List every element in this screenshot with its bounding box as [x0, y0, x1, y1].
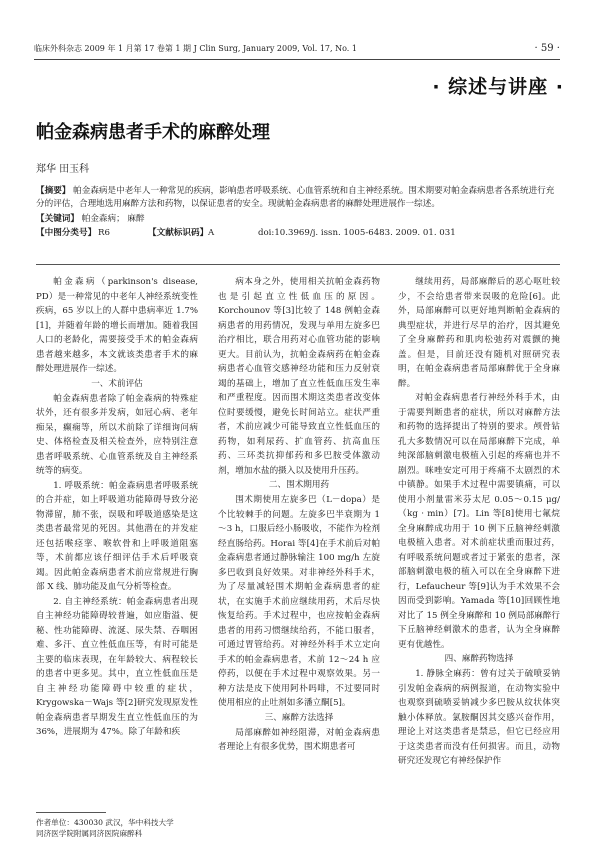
doc-code-tag: 【文献标识码】	[148, 228, 209, 238]
doc-code: A	[208, 228, 215, 238]
body-paragraph: 帕金森病（parkinson's disease, PD）是一种常见的中老年人神经系统变性疾病，65 岁以上的人群中患病率近 1.7%[1]，并随着年龄的增长而增加。随着我国人口的老龄化，需要接受手术的帕金森病患者越来越多，本文就该类患者手术的麻醉处理进展作一综述。	[36, 277, 198, 374]
body-paragraph: 1. 静脉全麻药：曾有过关于硫喷妥钠引发帕金森病的病例报道，在动物实验中也观察到硫喷妥钠减少多巴胺从纹状体突触小体释放。氯胺酮因其交感兴奋作用，理论上对这类患者是禁忌，但它已经应用于这类患者而没有任何损害。而且，动物研究还发现它有神经保护作	[398, 669, 560, 766]
body-column-3	[398, 275, 560, 769]
article-title: 帕金森病患者手术的麻醉处理	[36, 122, 270, 143]
section-heading: 三、麻醉方法选择	[264, 712, 334, 723]
keywords-text: 帕金森病； 麻醉	[81, 214, 145, 224]
abstract	[36, 185, 560, 211]
keywords	[36, 213, 560, 226]
doi: doi:10.3969/j. issn. 1005-6483. 2009. 01. 031	[258, 228, 456, 238]
section-heading: 二、围术期用药	[268, 480, 330, 490]
affiliation-line-2: 同济医学院附属同济医院麻醉科	[36, 829, 143, 838]
body-paragraph: 2. 自主神经系统：帕金森病患者出现自主神经功能障碍较普遍，如应脂溢、便秘、性功能障碍、流涎、尿失禁、吞咽困难、多汗、直立性低血压等，有时可能是主要的临床表现，在年龄较大、病程较长的患者中更多见。其中，直立性低血压是自主神经功能障碍中较重的症状，Krygowska－Wajs 等[2]研究发现原发性帕金森病患者早期发生直立性低血压的为 36%，进展期为 47%。除了年龄和疾	[36, 596, 198, 737]
classification-line	[36, 227, 560, 240]
running-header	[34, 42, 560, 56]
keywords-tag: 【关键词】	[36, 214, 79, 224]
header-divider	[34, 59, 560, 60]
abstract-divider	[36, 264, 560, 265]
body-paragraph: 围术期使用左旋多巴（L－dopa）是个比较棘手的问题。左旋多巴半衰期为 1～3 h，口服后经小肠吸收，不能作为栓剂经直肠给药。Horai 等[4]在手术前后对帕金森病患者通过静脉输注 100 mg/h 左旋多巴收到良好效果。对非神经外科手术，为了尽量减轻围术期帕金森病患者的症状，在实施手术前应继续用药，术后尽快恢复给药。手术过程中，也应按帕金森病患者的用药习惯继续给药，不能口服者，可通过胃管给药。对神经外科手术立定向手术的帕金森病患者，术前 12～24 h 应停药，以便在手术过程中观察效果。另一种方法是皮下使用阿朴吗啡，不过要同时使用相应的止吐剂如多潘立酮[5]。	[218, 495, 380, 708]
body-paragraph: 1. 呼吸系统：帕金森病患者呼吸系统的合并症，如上呼吸道功能障碍导致分泌物滞留，肺不张，误吸和呼吸道感染是这类患者最常见的死因。其他潜在的并发症还包括喉痉挛、喉软骨和上呼吸道阻塞等，术前都应该仔细评估手术后呼吸衰竭。因此帕金森病患者术前应常规进行胸部 X 线、肺功能及血气分析等检查。	[36, 480, 198, 592]
body-column-2	[218, 275, 380, 755]
body-paragraph: 病本身之外，使用相关抗帕金森药物也是引起直立性低血压的原因。Korchounov 等[3]比较了 148 例帕金森病患者的用药情况，发现与单用左旋多巴治疗相比，联合用药对心血管功能的影响更大。目前认为，抗帕金森病药在帕金森病患者心血管交感神经功能和压力反射衰竭的基础上，增加了直立性低血压发生率和严重程度。因而围术期这类患者改变体位时要缓慢，避免长时间站立。症状严重者，术前应减少可能导致直立性低血压的药物，如利尿药、扩血管药、抗高血压药、三环类抗抑郁药和多巴胺受体激动剂，增加水盐的摄入以及使用升压药。	[218, 277, 380, 476]
journal-citation: 临床外科杂志 2009 年 1 月第 17 卷第 1 期 J Clin Surg, January 2009, Vol. 17, No. 1	[34, 44, 357, 53]
abstract-text: 帕金森病是中老年人一种常见的疾病，影响患者呼吸系统、心血管系统和自主神经系统。围术期要对帕金森病患者各系统进行充分的评估，合理地选用麻醉方法和药物，以保证患者的安全。现就帕金森病患者的麻醉处理进展作一综述。	[36, 186, 555, 209]
section-heading: 四、麻醉药物选择	[444, 654, 514, 664]
clc-code: R6	[98, 228, 110, 238]
body-paragraph: 局部麻醉如神经阻滞，对帕金森病患者理论上有很多优势，围术期患者可	[218, 727, 380, 752]
abstract-block	[36, 185, 560, 240]
affiliation-line-1: 作者单位：430030 武汉，华中科技大学	[36, 818, 174, 827]
section-label: · 综述与讲座 ·	[432, 76, 564, 98]
clc-tag: 【中图分类号】	[36, 228, 97, 238]
article-authors: 郑华 田玉科	[36, 164, 90, 175]
body-paragraph: 帕金森病患者除了帕金森病的特殊症状外，还有很多并发病，如冠心病、老年痴呆，癫痫等，所以术前除了详细询问病史、体格检查及相关检查外，应特别注意患者呼吸系统、心血管系统及自主神经系统等的病变。	[36, 393, 198, 476]
author-affiliation	[36, 817, 206, 839]
section-heading: 一、术前评估	[91, 378, 143, 389]
footnote-divider	[36, 812, 106, 813]
body-paragraph: 继续用药，局部麻醉后的恶心呕吐较少，不会给患者带来误吸的危险[6]。此外，局部麻醉可以更好地判断帕金森病的典型症状，并进行尽早的治疗，因其避免了全身麻醉药和肌肉松弛药对震颤的掩盖。但是，目前还没有随机对照研究表明，在帕金森病患者局部麻醉优于全身麻醉。	[398, 277, 560, 389]
abstract-tag: 【摘要】	[36, 186, 71, 196]
page-number: · 59 ·	[534, 43, 560, 54]
body-column-1	[36, 275, 198, 740]
body-paragraph: 对帕金森病患者行神经外科手术，由于需要判断患者的症状，所以对麻醉方法和药物的选择提出了特别的要求。颅骨钻孔大多数情况可以在局部麻醉下完成，单纯深部脑刺激电极植入引起的疼痛也并不剧烈。咪唑安定可用于疼痛不太剧烈的术中镇静。如果手术过程中需要镇痛，可以使用小剂量雷米芬太尼 0.05～0.15 μg/（kg · min）[7]。Lin 等[8]使用七氟烷全身麻醉成功用于 10 例下丘脑神经刺激电极植入患者。对术前症状重而服过药，有呼吸系统问题或者过于紧张的患者，深部脑刺激电极的植入可以在全身麻醉下进行，Lefaucheur 等[9]认为手术效果不会因而受到影响。Yamada 等[10]回顾性地对比了 15 例全身麻醉和 10 例局部麻醉行下丘脑神经刺激术的患者，认为全身麻醉更有优越性。	[398, 393, 560, 650]
